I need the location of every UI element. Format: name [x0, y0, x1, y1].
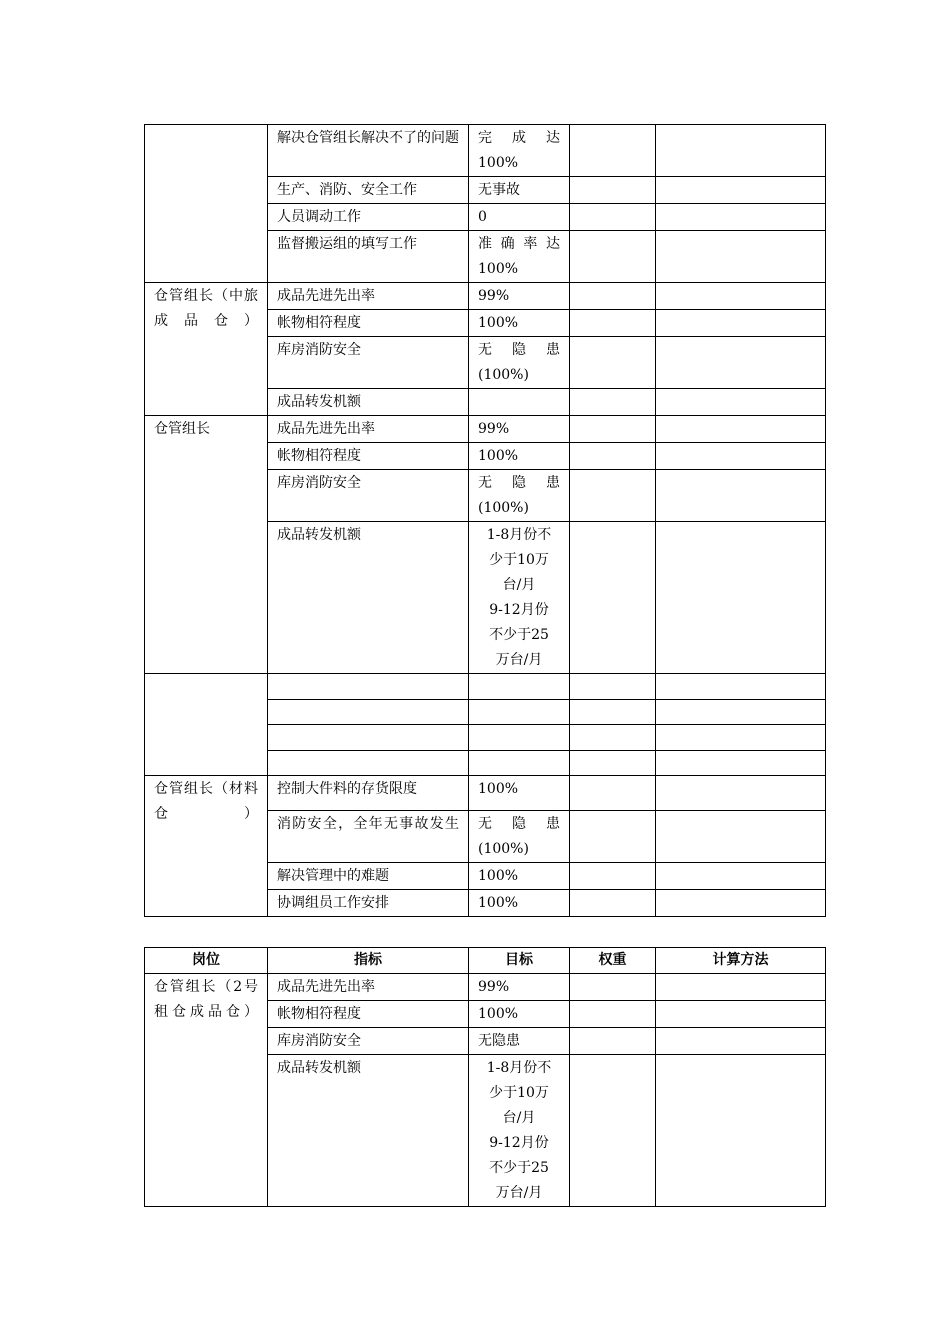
indicator-cell: 人员调动工作 — [268, 204, 469, 231]
method-cell — [656, 890, 826, 917]
method-cell — [656, 674, 826, 700]
target-cell: 100% — [469, 443, 570, 470]
indicator-cell: 消防安全，全年无事故发生 — [268, 811, 469, 863]
indicator-cell: 库房消防安全 — [268, 470, 469, 522]
table-row — [145, 283, 826, 310]
method-cell — [656, 204, 826, 231]
indicator-cell — [268, 700, 469, 725]
method-cell — [656, 125, 826, 177]
target-cell: 无隐患 — [469, 1028, 570, 1055]
header-method: 计算方法 — [656, 948, 826, 974]
weight-cell — [570, 974, 656, 1001]
target-cell — [469, 751, 570, 776]
weight-cell — [570, 443, 656, 470]
method-cell — [656, 725, 826, 751]
method-cell — [656, 177, 826, 204]
table-row — [145, 674, 826, 700]
weight-cell — [570, 283, 656, 310]
post-cell — [145, 125, 268, 283]
kpi-table-continued — [144, 124, 826, 917]
weight-cell — [570, 310, 656, 337]
method-cell — [656, 700, 826, 725]
target-cell: 准确率达 100% — [469, 231, 570, 283]
target-cell: 100% — [469, 776, 570, 811]
method-cell — [656, 1028, 826, 1055]
method-cell — [656, 470, 826, 522]
weight-cell — [570, 1055, 656, 1207]
weight-cell — [570, 811, 656, 863]
indicator-cell: 成品转发机额 — [268, 1055, 469, 1207]
post-cell: 仓管组长（材料仓） — [145, 776, 268, 917]
method-cell — [656, 522, 826, 674]
method-cell — [656, 1055, 826, 1207]
post-cell — [145, 674, 268, 776]
table-row — [145, 125, 826, 177]
weight-cell — [570, 1028, 656, 1055]
weight-cell — [570, 231, 656, 283]
indicator-cell: 成品先进先出率 — [268, 283, 469, 310]
weight-cell — [570, 177, 656, 204]
target-cell: 99% — [469, 974, 570, 1001]
target-cell: 99% — [469, 283, 570, 310]
weight-cell — [570, 700, 656, 725]
target-cell: 100% — [469, 890, 570, 917]
post-cell: 仓管组长（2号租仓成品仓） — [145, 974, 268, 1207]
method-cell — [656, 231, 826, 283]
post-cell: 仓管组长（中旅成品仓） — [145, 283, 268, 416]
method-cell — [656, 389, 826, 416]
method-cell — [656, 751, 826, 776]
method-cell — [656, 416, 826, 443]
header-weight: 权重 — [570, 948, 656, 974]
weight-cell — [570, 890, 656, 917]
indicator-cell — [268, 725, 469, 751]
indicator-cell: 帐物相符程度 — [268, 1001, 469, 1028]
header-indicator: 指标 — [268, 948, 469, 974]
method-cell — [656, 283, 826, 310]
method-cell — [656, 811, 826, 863]
indicator-cell: 生产、消防、安全工作 — [268, 177, 469, 204]
indicator-cell: 库房消防安全 — [268, 337, 469, 389]
target-cell: 无 隐 患 (100%) — [469, 811, 570, 863]
indicator-cell: 成品先进先出率 — [268, 416, 469, 443]
weight-cell — [570, 522, 656, 674]
weight-cell — [570, 389, 656, 416]
target-cell: 99% — [469, 416, 570, 443]
method-cell — [656, 310, 826, 337]
indicator-cell: 帐物相符程度 — [268, 310, 469, 337]
target-cell: 无 隐 患 (100%) — [469, 337, 570, 389]
indicator-cell: 协调组员工作安排 — [268, 890, 469, 917]
weight-cell — [570, 1001, 656, 1028]
method-cell — [656, 1001, 826, 1028]
indicator-cell: 成品转发机额 — [268, 522, 469, 674]
weight-cell — [570, 416, 656, 443]
header-target: 目标 — [469, 948, 570, 974]
weight-cell — [570, 776, 656, 811]
target-cell — [469, 725, 570, 751]
header-post: 岗位 — [145, 948, 268, 974]
target-cell: 0 — [469, 204, 570, 231]
target-cell: 100% — [469, 863, 570, 890]
indicator-cell: 解决管理中的难题 — [268, 863, 469, 890]
weight-cell — [570, 125, 656, 177]
method-cell — [656, 337, 826, 389]
weight-cell — [570, 725, 656, 751]
indicator-cell — [268, 751, 469, 776]
target-cell: 无 隐 患 (100%) — [469, 470, 570, 522]
target-cell: 完 成 达 100% — [469, 125, 570, 177]
indicator-cell: 库房消防安全 — [268, 1028, 469, 1055]
kpi-table — [144, 947, 826, 1207]
target-cell: 100% — [469, 310, 570, 337]
weight-cell — [570, 674, 656, 700]
indicator-cell — [268, 674, 469, 700]
table-row — [145, 974, 826, 1001]
table-row — [145, 776, 826, 811]
target-cell — [469, 674, 570, 700]
indicator-cell: 监督搬运组的填写工作 — [268, 231, 469, 283]
target-cell: 100% — [469, 1001, 570, 1028]
method-cell — [656, 443, 826, 470]
target-cell — [469, 389, 570, 416]
weight-cell — [570, 204, 656, 231]
indicator-cell: 控制大件料的存货限度 — [268, 776, 469, 811]
table-row — [145, 416, 826, 443]
indicator-cell: 解决仓管组长解决不了的问题 — [268, 125, 469, 177]
method-cell — [656, 863, 826, 890]
indicator-cell: 帐物相符程度 — [268, 443, 469, 470]
weight-cell — [570, 751, 656, 776]
indicator-cell: 成品转发机额 — [268, 389, 469, 416]
method-cell — [656, 974, 826, 1001]
table-header-row — [145, 948, 826, 974]
weight-cell — [570, 470, 656, 522]
weight-cell — [570, 337, 656, 389]
weight-cell — [570, 863, 656, 890]
indicator-cell: 成品先进先出率 — [268, 974, 469, 1001]
target-cell — [469, 700, 570, 725]
target-cell: 1-8月份不 少于10万 台/月 9-12月份 不少于25 万台/月 — [469, 1055, 570, 1207]
post-cell: 仓管组长 — [145, 416, 268, 674]
target-cell: 无事故 — [469, 177, 570, 204]
method-cell — [656, 776, 826, 811]
target-cell: 1-8月份不 少于10万 台/月 9-12月份 不少于25 万台/月 — [469, 522, 570, 674]
